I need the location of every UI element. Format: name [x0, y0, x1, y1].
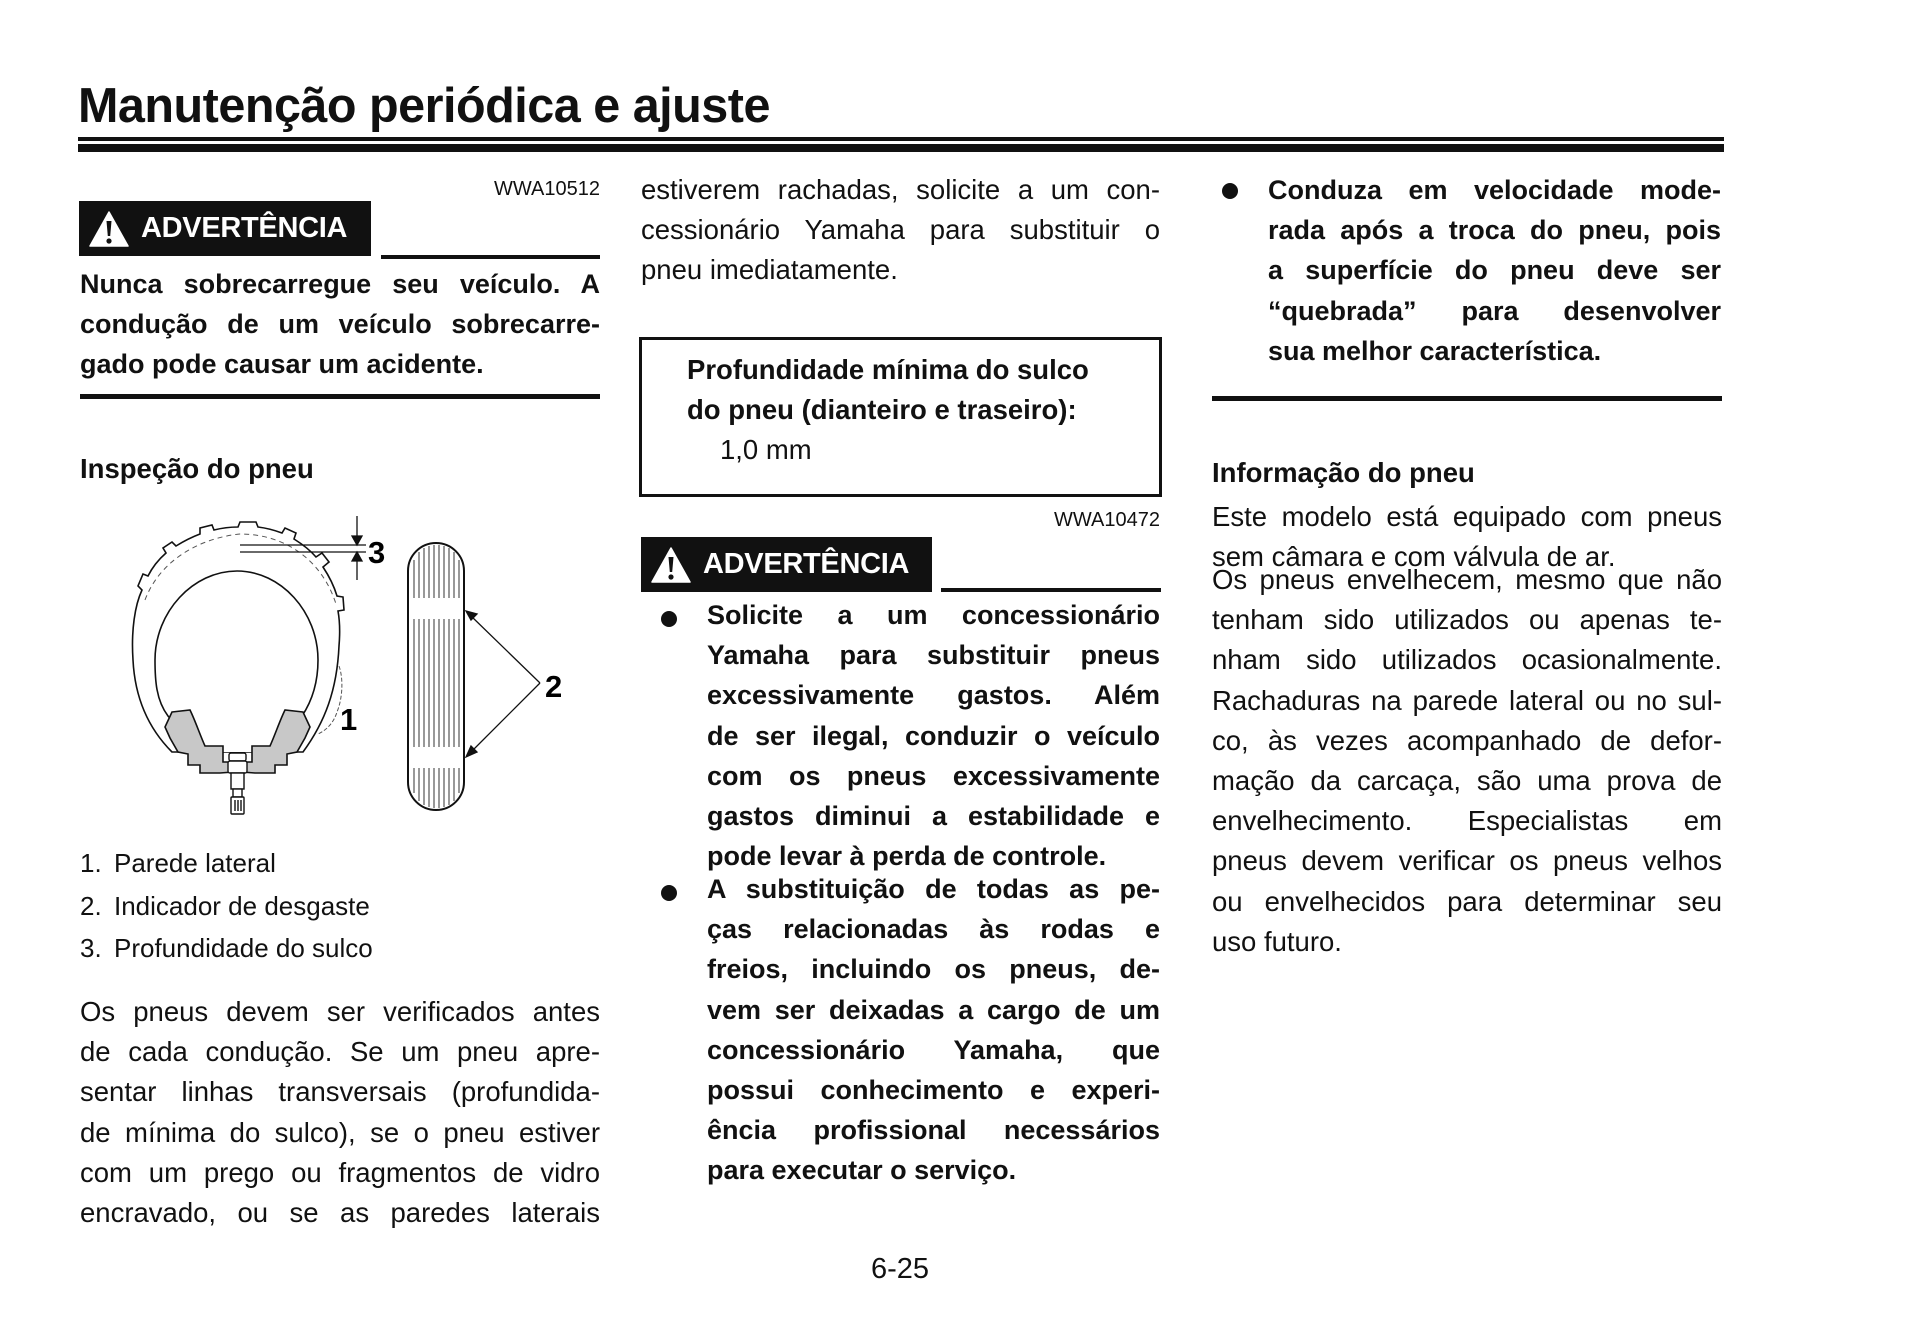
title-rule-thick	[78, 144, 1724, 152]
bullet-icon	[661, 611, 677, 627]
legend-item: 3. Profundidade do sulco	[80, 933, 373, 963]
warning-badge-label: ADVERTÊNCIA	[703, 548, 910, 580]
tire-info-paragraph-2: Os pneus envelhecem, mesmo que não tenham sido utilizados ou apenas te- nham sido utilizados ocasionalmente. Rachaduras na parede lateral ou no sul- co, às vezes acompanhado de defor- mação da carcaça, são uma prova de envelhecimento. Especialistas em pneus devem verificar os pneus velhos ou envelhecidos para determinar seu uso futuro.	[1212, 564, 1722, 957]
spec-label: Profundidade mínima do sulco do pneu (dianteiro e traseiro):	[687, 354, 1089, 425]
warning-code: WWA10512	[494, 178, 600, 200]
title-rule-thin	[78, 137, 1724, 141]
legend-item: 1. Parede lateral	[80, 848, 276, 878]
tire-side-view-icon	[408, 543, 464, 810]
figure-legend	[80, 842, 373, 970]
page-title: Manutenção periódica e ajuste	[78, 79, 770, 133]
warning-end-rule	[80, 394, 600, 399]
warning-code: WWA10472	[1054, 509, 1160, 531]
spec-box	[639, 337, 1162, 497]
tire-diagram	[120, 505, 590, 835]
warning-triangle-icon	[651, 547, 691, 583]
bullet-icon	[1222, 183, 1238, 199]
section-heading-tire-info: Informação do pneu	[1212, 457, 1475, 488]
warning-badge-label: ADVERTÊNCIA	[141, 212, 348, 244]
tire-info-paragraph-1: Este modelo está equipado com pneus sem câmara e com válvula de ar.	[1212, 501, 1722, 573]
wear-indicator-arrows-icon	[466, 611, 540, 757]
tire-inspection-paragraph: Os pneus devem ser verificados antes de cada condução. Se um pneu apre- sentar linhas transversais (profundida- de mínima do sulco), se o pneu estiver com um prego ou fragmentos de vidro encravado, ou se as paredes laterais	[80, 996, 600, 1228]
warning-bullet-2: A substituição de todas as pe- ças relacionadas às rodas e freios, incluindo os pneus, de- vem ser deixadas a cargo de um concessionário Yamaha, que possui conhecimento e experi- ência profissional necessários para executar o serviço.	[707, 874, 1160, 1186]
warning-bullet-3: Conduza em velocidade mode- rada após a troca do pneu, pois a superfície do pneu deve ser “quebrada” para desenvolver sua melhor característica.	[1268, 175, 1721, 366]
warning-line: condução de um veículo sobrecarre-	[80, 309, 600, 340]
badge-underline	[941, 588, 1161, 592]
valve-icon	[228, 753, 247, 814]
warning-text	[80, 264, 600, 385]
page-number: 6-25	[870, 1253, 930, 1285]
callout-3: 3	[368, 535, 386, 570]
spec-value: 1,0 mm	[720, 434, 812, 465]
warning-bullet-1: Solicite a um concessionário Yamaha para substituir pneus excessivamente gastos. Além de ser ilegal, conduzir o veículo com os pneus excessivamente gastos diminui a estabilidade e pode levar à perda de controle.	[707, 600, 1160, 872]
legend-item: 2. Indicador de desgaste	[80, 890, 370, 921]
warning-triangle-icon	[89, 211, 129, 247]
warning-end-rule	[1212, 396, 1722, 401]
section-heading-tire-inspection: Inspeção do pneu	[80, 453, 314, 484]
continued-paragraph: estiverem rachadas, solicite a um con- cessionário Yamaha para substituir o pneu imediatamente.	[641, 174, 1160, 286]
warning-line: Nunca sobrecarregue seu veículo. A	[80, 269, 600, 299]
callout-2: 2	[545, 669, 563, 704]
badge-underline	[381, 255, 600, 259]
callout-1: 1	[340, 702, 358, 737]
tire-cross-section-icon	[132, 522, 344, 752]
warning-badge	[79, 201, 371, 256]
warning-line: gado pode causar um acidente.	[80, 349, 484, 380]
warning-badge	[641, 537, 932, 592]
bullet-icon	[661, 885, 677, 901]
